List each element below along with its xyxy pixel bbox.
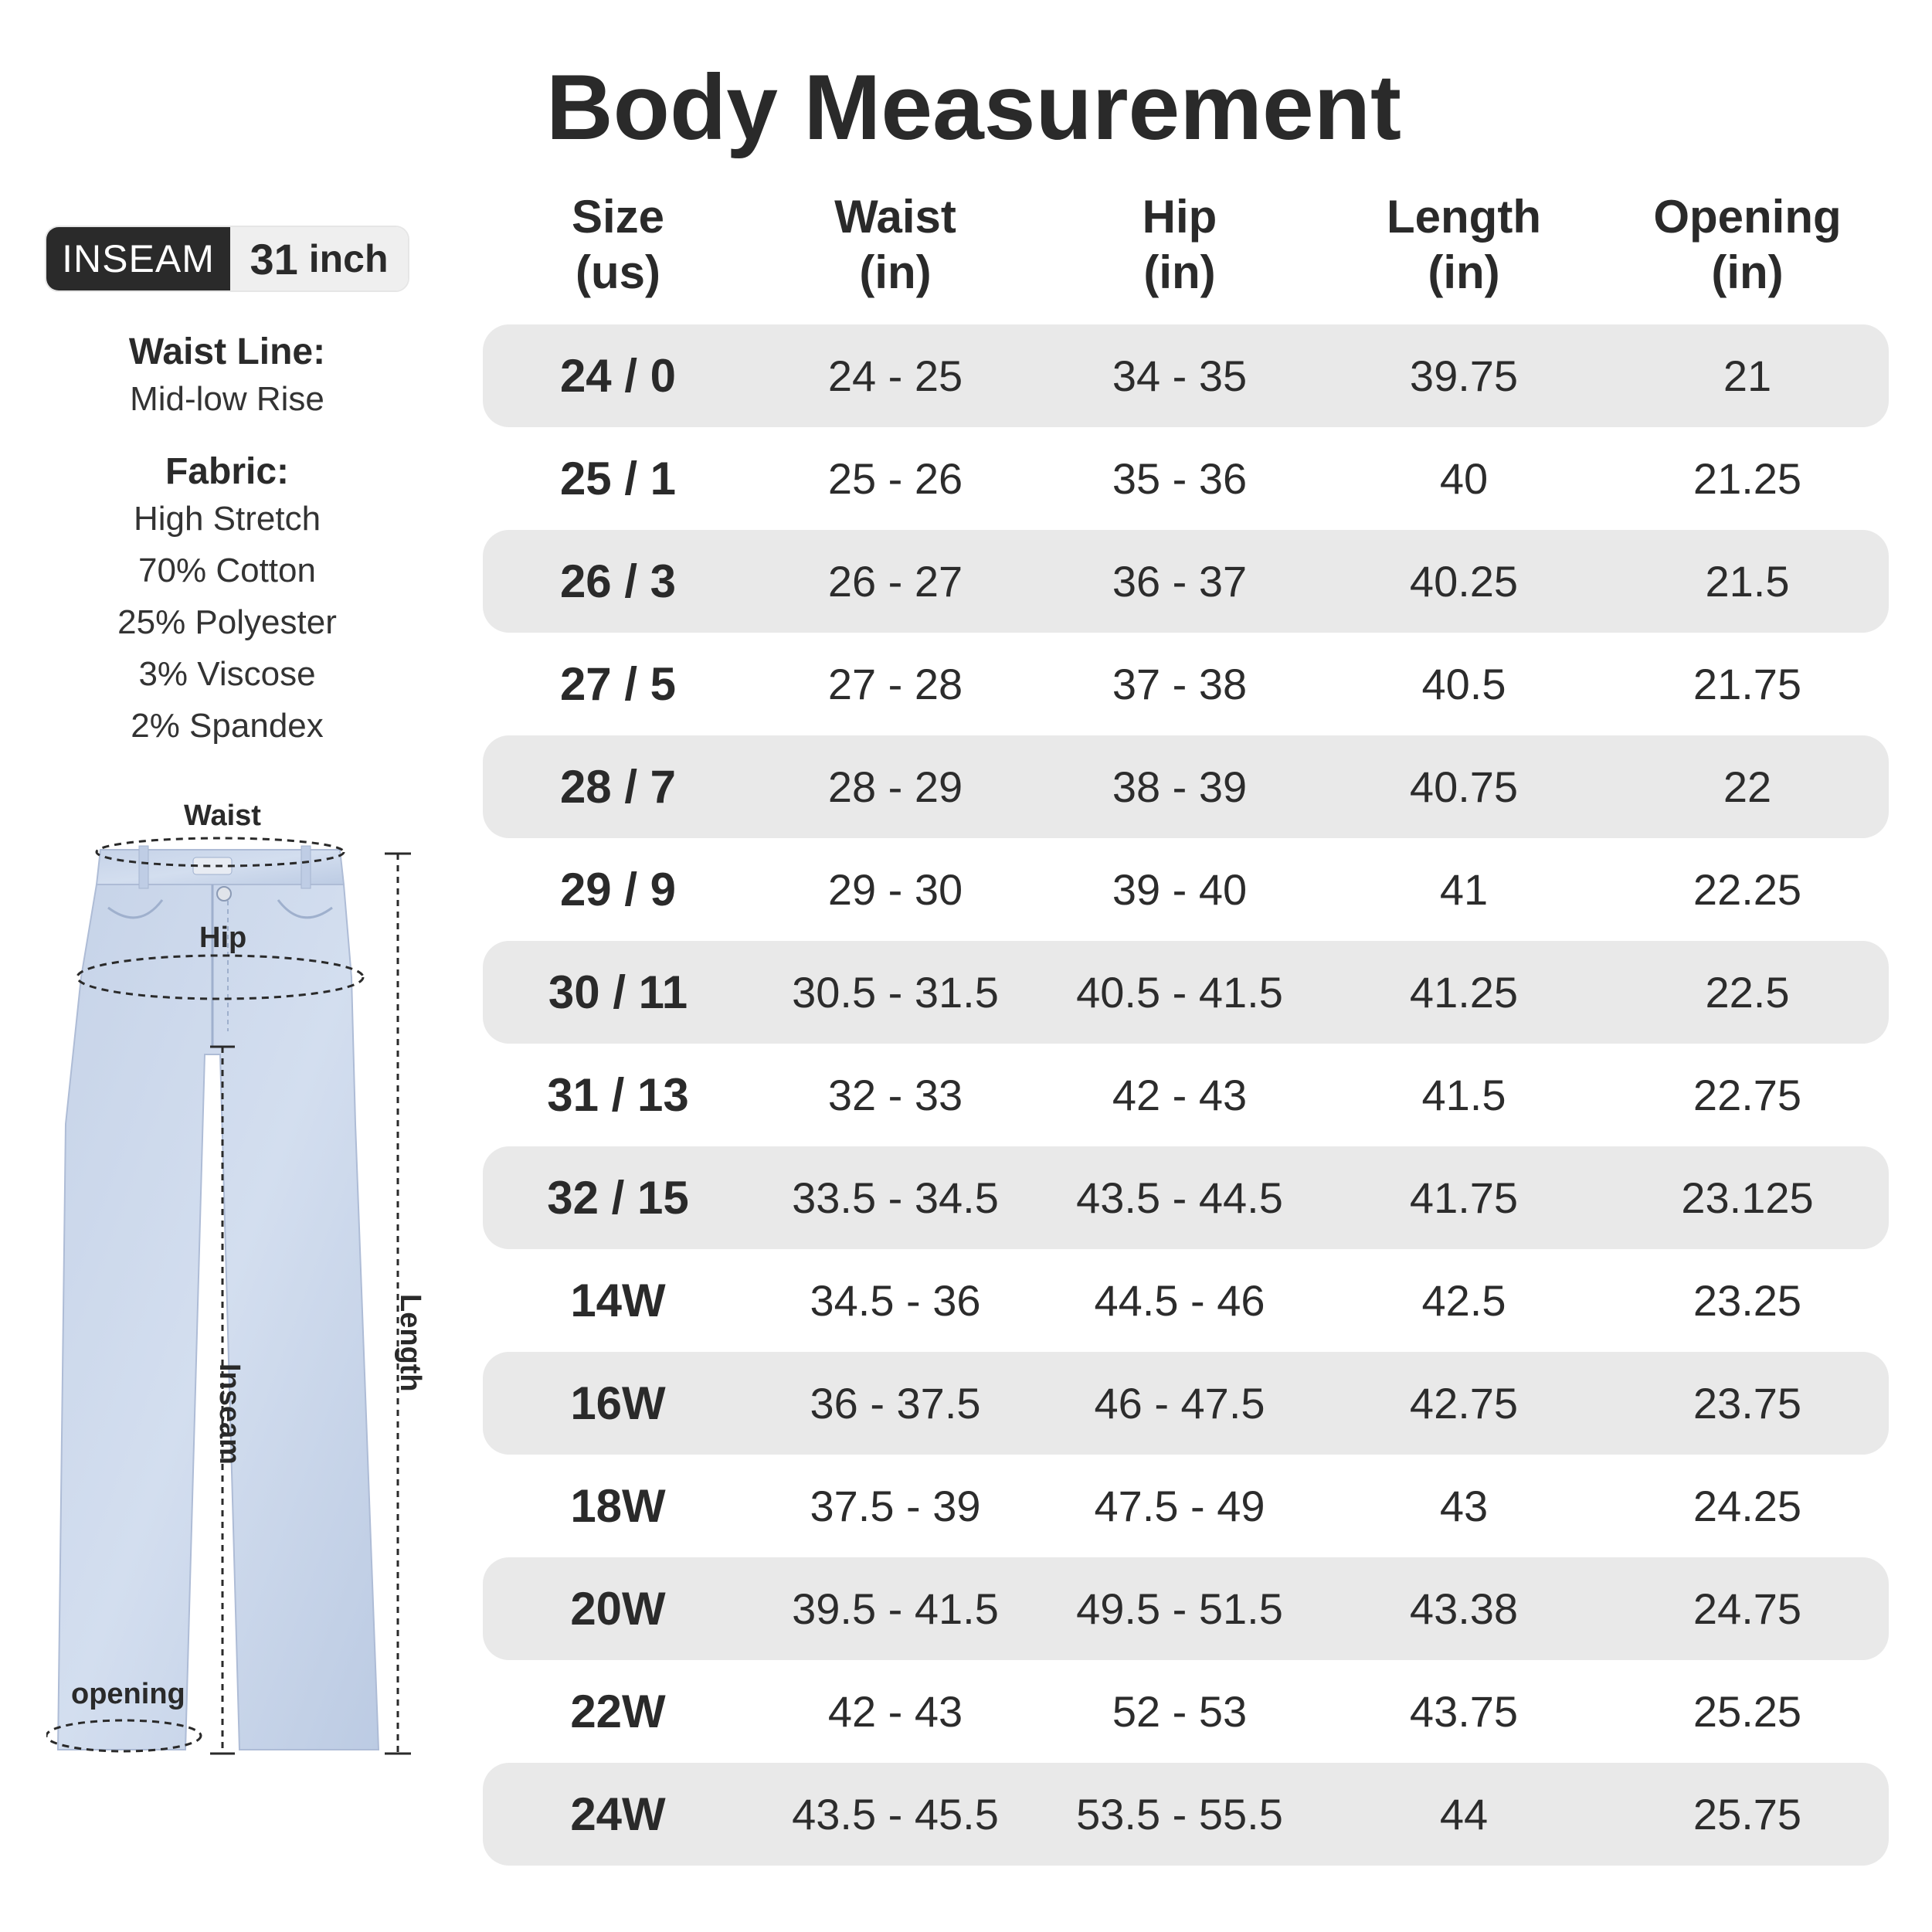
cell-hip: 36 - 37: [1112, 557, 1248, 606]
fabric-line: 3% Viscose: [138, 655, 316, 693]
table-row: [483, 633, 1889, 735]
header-length: [1322, 189, 1606, 321]
cell-opening: 23.125: [1681, 1173, 1814, 1222]
jeans-diagram: [46, 800, 448, 1777]
size-chart-table: [483, 189, 1889, 1840]
header-size-unit: (us): [576, 246, 660, 298]
header-size-label: Size: [571, 191, 665, 243]
header-hip: [1037, 189, 1322, 321]
cell-size: 18W: [570, 1480, 666, 1532]
cell-waist: 28 - 29: [827, 762, 963, 811]
table-row: [483, 1352, 1889, 1455]
header-hip-unit: (in): [1143, 246, 1216, 298]
cell-length: 40: [1439, 454, 1489, 503]
cell-waist: 24 - 25: [827, 351, 963, 400]
cell-hip: 52 - 53: [1112, 1687, 1248, 1736]
cell-size: 20W: [570, 1583, 666, 1635]
jeans-illustration: [46, 800, 448, 1773]
cell-waist: 26 - 27: [827, 557, 963, 606]
table-row: [483, 1249, 1889, 1352]
cell-length: 43.75: [1409, 1687, 1519, 1736]
cell-opening: 21: [1723, 351, 1772, 400]
cell-waist: 43.5 - 45.5: [792, 1790, 999, 1839]
cell-waist: 29 - 30: [827, 865, 963, 914]
cell-hip: 38 - 39: [1112, 762, 1248, 811]
cell-length: 42.75: [1409, 1379, 1519, 1428]
fabric-line: 70% Cotton: [138, 552, 316, 589]
cell-waist: 27 - 28: [827, 660, 963, 708]
page-title: Body Measurement: [546, 56, 1401, 159]
fabric-heading: Fabric:: [165, 451, 290, 492]
cell-hip: 44.5 - 46: [1094, 1276, 1265, 1325]
cell-waist: 34.5 - 36: [810, 1276, 981, 1325]
cell-size: 26 / 3: [559, 555, 677, 607]
cell-opening: 25.25: [1693, 1687, 1802, 1736]
cell-length: 41.75: [1409, 1173, 1519, 1222]
waist-line-value: Mid-low Rise: [130, 380, 324, 418]
cell-length: 43: [1439, 1482, 1489, 1530]
cell-hip: 53.5 - 55.5: [1076, 1790, 1283, 1839]
cell-size: 29 / 9: [559, 864, 677, 915]
table-row: [483, 1763, 1889, 1866]
cell-hip: 37 - 38: [1112, 660, 1248, 708]
cell-opening: 21.25: [1693, 454, 1802, 503]
cell-waist: 25 - 26: [827, 454, 963, 503]
header-waist-unit: (in): [859, 246, 932, 298]
cell-opening: 22.75: [1693, 1071, 1802, 1119]
cell-size: 25 / 1: [559, 453, 677, 504]
cell-hip: 34 - 35: [1112, 351, 1248, 400]
header-length-unit: (in): [1428, 246, 1500, 298]
cell-hip: 39 - 40: [1112, 865, 1248, 914]
header-waist: [753, 189, 1037, 321]
cell-length: 42.5: [1421, 1276, 1506, 1325]
cell-opening: 25.75: [1693, 1790, 1802, 1839]
table-row: [483, 1044, 1889, 1146]
cell-hip: 46 - 47.5: [1094, 1379, 1265, 1428]
cell-length: 43.38: [1409, 1584, 1519, 1633]
header-waist-label: Waist: [834, 191, 956, 243]
fabric-info: [45, 450, 409, 752]
cell-waist: 36 - 37.5: [810, 1379, 981, 1428]
cell-length: 41: [1439, 865, 1489, 914]
cell-waist: 42 - 43: [827, 1687, 963, 1736]
table-row: [483, 530, 1889, 633]
cell-hip: 49.5 - 51.5: [1076, 1584, 1283, 1633]
cell-opening: 22.25: [1693, 865, 1802, 914]
table-row: [483, 735, 1889, 838]
cell-waist: 30.5 - 31.5: [792, 968, 999, 1017]
inseam-measure-label: Inseam: [213, 1363, 246, 1465]
table-row: [483, 1660, 1889, 1763]
header-opening: [1606, 189, 1889, 321]
cell-opening: 22: [1723, 762, 1772, 811]
cell-length: 41.5: [1421, 1071, 1506, 1119]
inseam-value-box: [230, 227, 408, 290]
cell-waist: 37.5 - 39: [810, 1482, 981, 1530]
fabric-line: 2% Spandex: [131, 707, 324, 745]
cell-opening: 23.75: [1693, 1379, 1802, 1428]
cell-size: 24 / 0: [559, 350, 677, 402]
cell-length: 44: [1439, 1790, 1489, 1839]
waist-line-info: [45, 331, 409, 425]
header-opening-unit: (in): [1711, 246, 1784, 298]
header-hip-label: Hip: [1142, 191, 1217, 243]
inseam-value: 31: [250, 234, 298, 284]
waist-line-heading: Waist Line:: [128, 331, 326, 372]
header-length-label: Length: [1387, 191, 1541, 243]
cell-hip: 40.5 - 41.5: [1076, 968, 1283, 1017]
inseam-unit: inch: [308, 237, 389, 280]
waist-measure-label: Waist: [184, 800, 261, 832]
cell-length: 40.25: [1409, 557, 1519, 606]
table-body: [483, 324, 1889, 1866]
cell-size: 22W: [570, 1686, 666, 1737]
cell-size: 28 / 7: [559, 761, 677, 813]
table-header: [483, 189, 1889, 321]
cell-waist: 32 - 33: [827, 1071, 963, 1119]
cell-size: 32 / 15: [547, 1172, 689, 1224]
cell-hip: 47.5 - 49: [1094, 1482, 1265, 1530]
cell-length: 39.75: [1409, 351, 1519, 400]
length-measure-label: Length: [394, 1294, 426, 1392]
cell-opening: 24.25: [1693, 1482, 1802, 1530]
cell-length: 41.25: [1409, 968, 1519, 1017]
header-opening-label: Opening: [1653, 191, 1842, 243]
table-row: [483, 427, 1889, 530]
hip-measure-label: Hip: [199, 922, 247, 954]
cell-hip: 35 - 36: [1112, 454, 1248, 503]
cell-opening: 21.5: [1705, 557, 1790, 606]
cell-size: 30 / 11: [548, 966, 688, 1018]
opening-measure-label: opening: [71, 1678, 185, 1710]
cell-waist: 33.5 - 34.5: [792, 1173, 999, 1222]
header-size: [483, 189, 753, 321]
cell-opening: 22.5: [1705, 968, 1790, 1017]
inseam-label: INSEAM: [46, 227, 230, 290]
cell-size: 14W: [570, 1275, 666, 1326]
cell-size: 24W: [570, 1788, 666, 1840]
cell-hip: 42 - 43: [1112, 1071, 1248, 1119]
cell-opening: 23.25: [1693, 1276, 1802, 1325]
cell-size: 31 / 13: [547, 1069, 689, 1121]
cell-length: 40.75: [1409, 762, 1519, 811]
table-row: [483, 1146, 1889, 1249]
table-row: [483, 1455, 1889, 1557]
table-row: [483, 941, 1889, 1044]
cell-opening: 24.75: [1693, 1584, 1802, 1633]
cell-size: 27 / 5: [559, 658, 677, 710]
fabric-line: 25% Polyester: [117, 603, 337, 641]
cell-size: 16W: [570, 1377, 666, 1429]
cell-hip: 43.5 - 44.5: [1076, 1173, 1283, 1222]
cell-opening: 21.75: [1693, 660, 1802, 708]
table-row: [483, 838, 1889, 941]
cell-length: 40.5: [1421, 660, 1506, 708]
table-row: [483, 324, 1889, 427]
table-row: [483, 1557, 1889, 1660]
fabric-line: High Stretch: [133, 500, 321, 538]
inseam-badge: [45, 226, 409, 292]
cell-waist: 39.5 - 41.5: [792, 1584, 999, 1633]
